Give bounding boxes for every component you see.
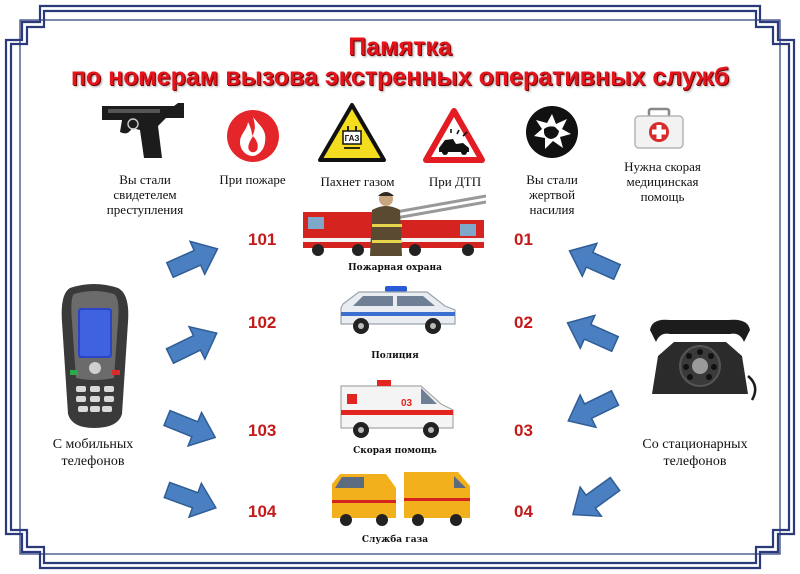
number-mobile-ambulance: 103 [248,421,277,440]
title-line-2: по номерам вызова экстренных оперативных служб [70,63,730,91]
number-landline-gas: 04 [514,502,533,521]
label-medical-help: Нужна скорая медицинская помощь [624,159,701,204]
arrow-landline-police [560,306,622,360]
arrow-mobile-police [162,317,225,372]
caption-gas-service: Служба газа [361,535,429,545]
caption-ambulance: Скорая помощь [353,446,437,456]
label-violence-victim: Вы стали жертвой насилия [526,172,578,217]
label-fire: При пожаре [219,172,286,187]
arrow-landline-fire [562,234,624,288]
landline-phones-label: Со стационарных телефонов [642,437,748,469]
label-gas-smell: Пахнет газом [320,174,395,189]
number-mobile-gas: 104 [248,502,277,521]
label-accident: При ДТП [428,174,482,189]
number-mobile-fire: 101 [248,230,277,249]
number-landline-ambulance: 03 [514,421,533,440]
number-landline-police: 02 [514,313,533,332]
gas-sign-text: ГАЗ [344,134,360,143]
caption-police: Полиция [371,351,419,361]
ambulance-number-text: 03 [401,398,413,409]
caption-fire-service: Пожарная охрана [348,263,442,273]
title-line-1: Памятка [348,33,452,61]
mobile-phones-label: С мобильных телефонов [52,437,134,469]
arrow-landline-ambulance [560,382,623,437]
arrow-mobile-ambulance [160,401,222,454]
arrow-mobile-gas [161,473,222,525]
label-crime-witness: Вы стали свидетелем преступления [106,172,184,217]
number-landline-fire: 01 [514,230,533,249]
landline-phone-icon [644,316,756,404]
arrow-landline-gas [562,469,625,529]
arrow-mobile-fire [163,232,225,286]
number-mobile-police: 102 [248,313,277,332]
mobile-phone-icon [56,282,134,430]
